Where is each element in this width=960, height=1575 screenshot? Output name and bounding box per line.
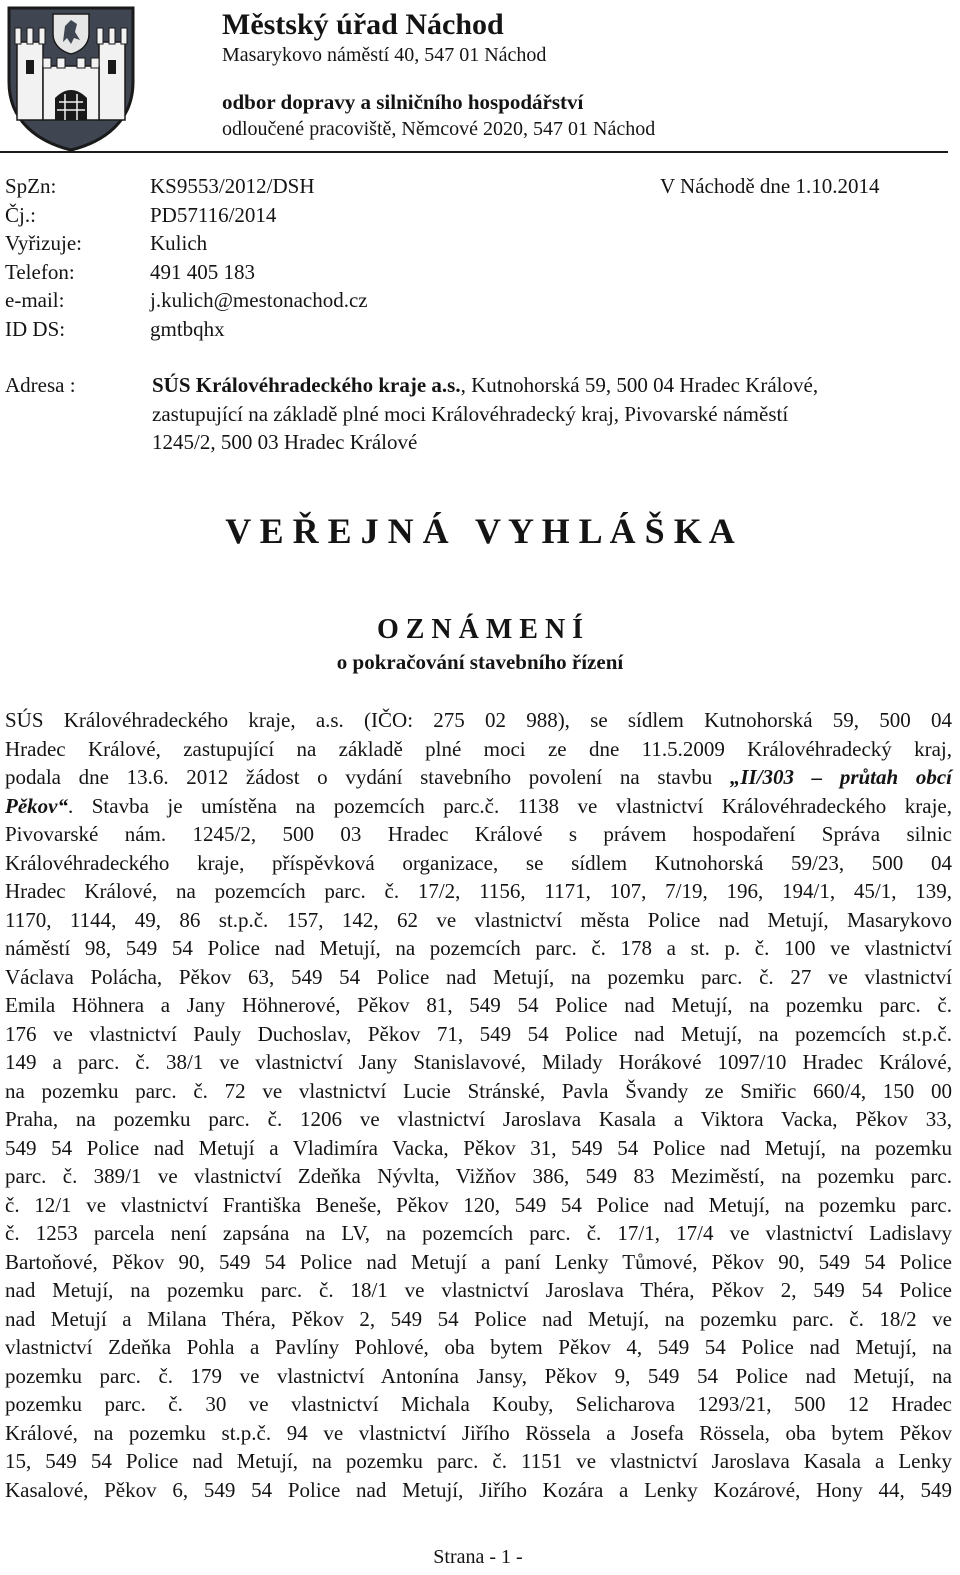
meta-label: e-mail: — [5, 288, 65, 312]
body-line: Hradec Králové, zastupující na základě plné moci ze dne 11.5.2009 Královéhradecký kraj, — [5, 736, 952, 761]
email-link[interactable]: j.kulich@mestonachod.cz — [150, 288, 368, 312]
body-line: 1170, 1144, 49, 86 st.p.č. 157, 142, 62 ve vlastnictví města Police nad Metují, Masarykovo — [5, 907, 952, 932]
body-line: pozemku parc. č. 30 ve vlastnictví Michala Kouby, Selicharova 1293/21, 500 12 Hradec — [5, 1392, 952, 1416]
body-line: 15, 549 54 Police nad Metují, na pozemku parc. č. 1151 ve vlastnictví Jaroslava Kasala a Lenky — [5, 1449, 952, 1473]
body-line: Bartoňové, Pěkov 90, 549 54 Police nad Metují a paní Lenky Tůmové, Pěkov 90, 549 54 Police — [5, 1249, 952, 1274]
body-line: Královéhradeckého kraje, příspěvková organizace, se sídlem Kutnohorská 59/23, 500 04 — [5, 850, 952, 875]
recipient-name: SÚS Královéhradeckého kraje a.s. — [152, 373, 461, 397]
project-name: „II/303 – průtah obcí — [729, 765, 952, 789]
address-line-3: 1245/2, 500 03 Hradec Králové — [152, 430, 418, 454]
meta-value: KS9553/2012/DSH — [150, 174, 315, 198]
document-title-text: V E Ř E J N Á V Y H L Á Š K A — [225, 511, 735, 551]
address-block — [152, 371, 952, 457]
meta-label: Vyřizuje: — [5, 231, 82, 255]
meta-value: PD57116/2014 — [150, 202, 277, 227]
address-line-2: zastupující na základě plné moci Královéhradecký kraj, Pivovarské náměstí — [152, 401, 789, 426]
body-line: Pivovarské nám. 1245/2, 500 03 Hradec Králové s právem hospodaření Správa silnic — [5, 822, 952, 846]
meta-label: Čj.: — [5, 202, 36, 227]
meta-value: 491 405 183 — [150, 259, 255, 284]
department-address: odloučené pracoviště, Němcové 2020, 547 01 Náchod — [222, 118, 656, 140]
meta-label: ID DS: — [5, 316, 66, 341]
meta-value: Kulich — [150, 231, 208, 255]
notice-heading: O Z N Á M E N Í — [376, 614, 584, 645]
body-line: 149 a parc. č. 38/1 ve vlastnictví Jany Stanislavové, Milady Horákové 1097/10 Hradec Králové, — [5, 1050, 952, 1074]
body-line — [5, 763, 952, 792]
body-lines-container — [5, 820, 952, 1504]
meta-label: Telefon: — [5, 259, 75, 284]
body-line: SÚS Královéhradeckého kraje, a.s. (IČO: 275 02 988), se sídlem Kutnohorská 59, 500 04 — [5, 708, 952, 732]
office-address: Masarykovo náměstí 40, 547 01 Náchod — [222, 44, 547, 66]
body-line: nad Metují a Milana Théra, Pěkov 2, 549 54 Police nad Metují, na pozemku parc. č. 18/2 ve — [5, 1306, 952, 1331]
recipient-address: , Kutnohorská 59, 500 04 Hradec Králové, — [460, 373, 819, 397]
body-text-segment: podala dne 13.6. 2012 žádost o vydání stavebního povolení na stavbu — [5, 765, 730, 789]
issue-date: V Náchodě dne 1.10.2014 — [660, 174, 880, 198]
body-line: pozemku parc. č. 179 ve vlastnictví Antonína Jansy, Pěkov 9, 549 54 Police nad Metují, na — [5, 1363, 952, 1388]
office-name: Městský úřad Náchod — [222, 8, 504, 41]
body-line: na pozemku parc. č. 72 ve vlastnictví Lucie Stránské, Pavla Švandy ze Smiřic 660/4, 150 00 — [5, 1078, 952, 1103]
body-line: 176 ve vlastnictví Pauly Duchoslav, Pěkov 71, 549 54 Police nad Metují, na pozemcích st.p.č. — [5, 1021, 952, 1046]
document-title — [0, 510, 960, 552]
body-line: nad Metují, na pozemku parc. č. 18/1 ve vlastnictví Jaroslava Théra, Pěkov 2, 549 54 Police — [5, 1278, 952, 1302]
body-line: Králové, na pozemku st.p.č. 94 ve vlastnictví Jiřího Rössela a Josefa Rössela, oba bytem Pěkov — [5, 1420, 952, 1445]
body-line — [5, 792, 952, 821]
project-name-continued: Pěkov“ — [5, 793, 68, 818]
address-line-1 — [152, 371, 952, 400]
body-line: Václava Polácha, Pěkov 63, 549 54 Police nad Metují, na pozemku parc. č. 27 ve vlastnictví — [5, 964, 952, 989]
body-line: vlastnictví Zdeňka Pohla a Pavlíny Pohlové, oba bytem Pěkov 4, 549 54 Police nad Metují, na — [5, 1335, 952, 1359]
header-divider — [0, 151, 948, 153]
body-line: Hradec Králové, na pozemcích parc. č. 17/2, 1156, 1171, 107, 7/19, 196, 194/1, 45/1, 139, — [5, 879, 952, 903]
address-label: Adresa : — [5, 373, 76, 397]
department-name: odbor dopravy a silničního hospodářství — [222, 90, 584, 114]
body-line: Praha, na pozemku parc. č. 1206 ve vlastnictví Jaroslava Kasala a Viktora Vacka, Pěkov 33, — [5, 1107, 952, 1131]
meta-value: gmtbqhx — [150, 316, 225, 341]
body-line: parc. č. 389/1 ve vlastnictví Zdeňka Nývlta, Vižňov 386, 549 83 Meziměstí, na pozemku parc. — [5, 1164, 952, 1188]
page-number: Strana - 1 - — [433, 1546, 523, 1568]
body-line: č. 12/1 ve vlastnictví Františka Beneše, Pěkov 120, 549 54 Police nad Metují, na pozemku parc. — [5, 1192, 952, 1217]
body-line: č. 1253 parcela není zapsána na LV, na pozemcích parc. č. 17/1, 17/4 ve vlastnictví Ladislavy — [5, 1221, 952, 1245]
body-text-segment: . Stavba je umístěna na pozemcích parc.č. 1138 ve vlastnictví Královéhradeckého kraje, — [67, 793, 952, 818]
meta-label: SpZn: — [5, 174, 57, 198]
notice-subheading: o pokračování stavebního řízení — [336, 650, 624, 674]
body-line: 549 54 Police nad Metují a Vladimíra Vacka, Pěkov 31, 549 54 Police nad Metují, na pozemku — [5, 1135, 952, 1160]
body-line: Emila Höhnera a Jany Höhnerové, Pěkov 81, 549 54 Police nad Metují, na pozemku parc. č. — [5, 993, 952, 1017]
body-line: náměstí 98, 549 54 Police nad Metují, na pozemcích parc. č. 178 a st. p. č. 100 ve vlastnictví — [5, 936, 952, 960]
body-line: Kasalové, Pěkov 6, 549 54 Police nad Metují, Jiřího Kozára a Lenky Kozárové, Hony 44, 549 — [5, 1477, 952, 1502]
notice-body — [5, 706, 952, 1504]
city-crest-logo — [5, 4, 137, 152]
